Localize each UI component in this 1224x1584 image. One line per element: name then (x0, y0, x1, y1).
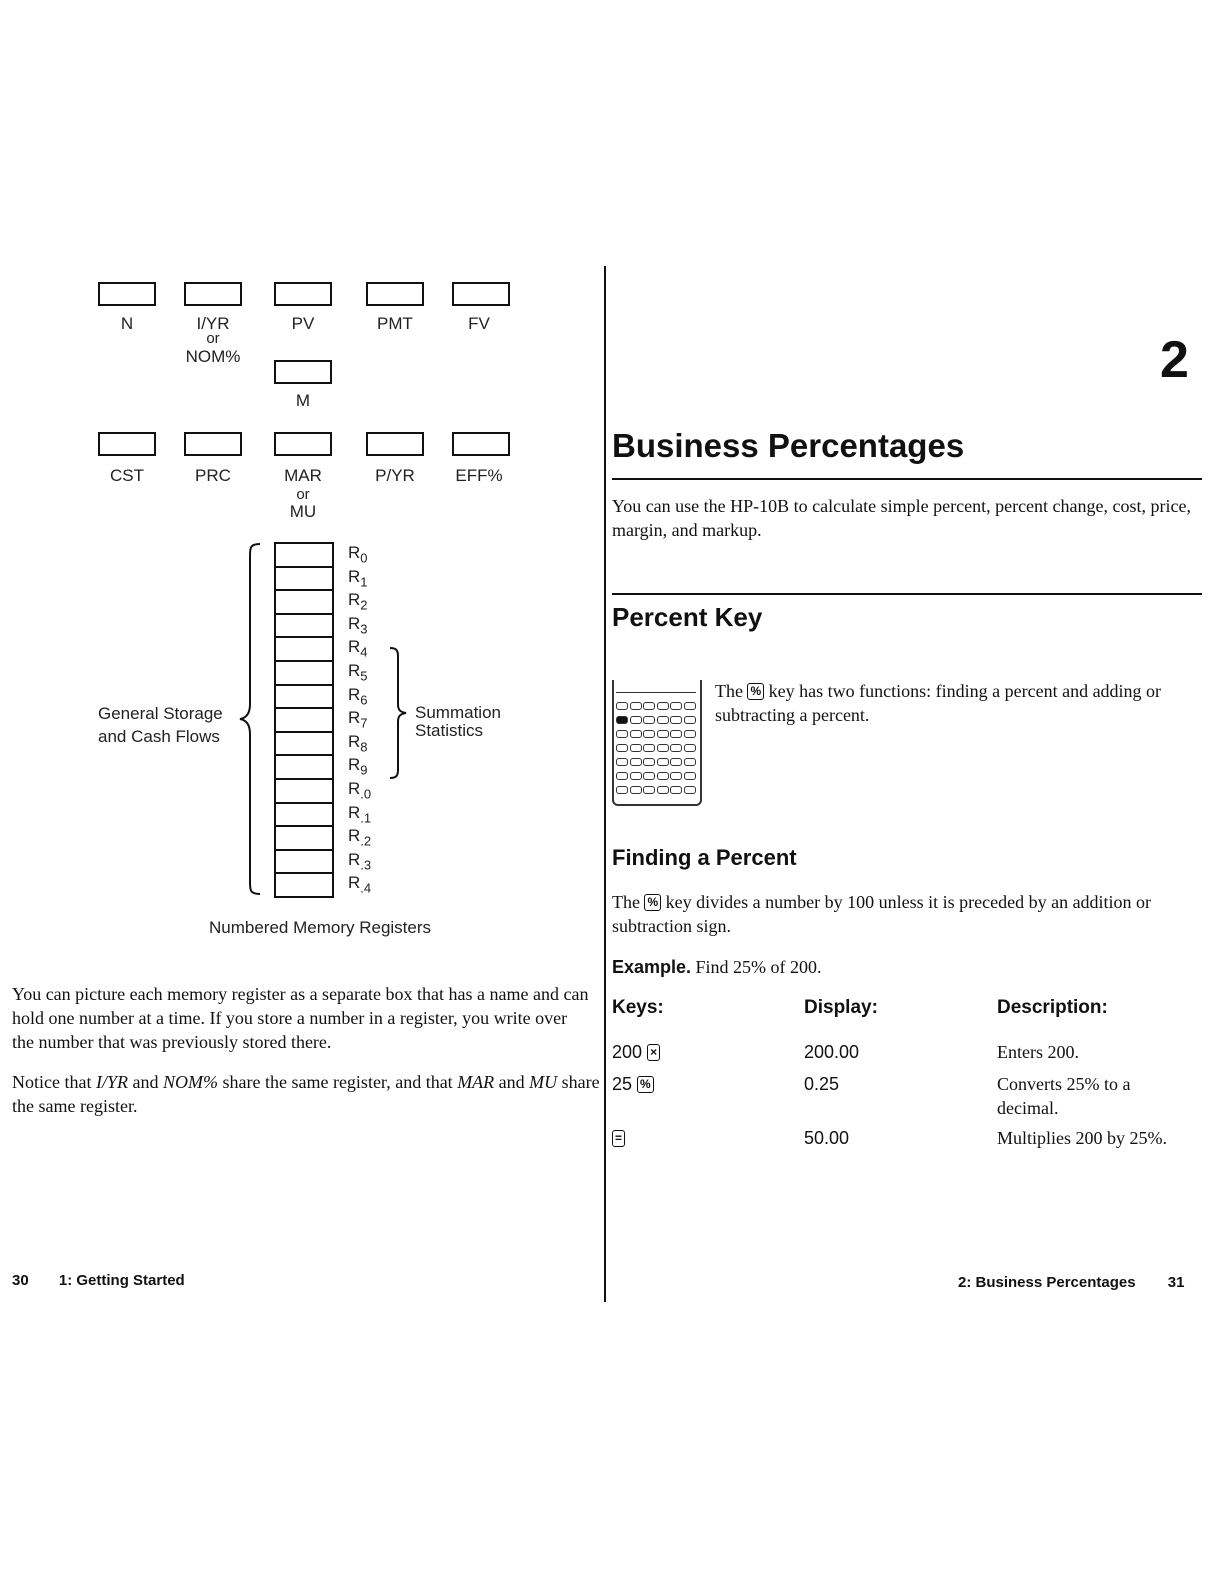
calculator-key (684, 772, 696, 780)
percent-key-paragraph (715, 679, 1199, 727)
right-page-number: 31 (1167, 1274, 1185, 1291)
calculator-keyboard-illustration (612, 680, 704, 808)
calculator-key (670, 786, 682, 794)
subsection-title: Finding a Percent (612, 845, 797, 870)
calculator-key (684, 716, 696, 724)
calculator-key (616, 716, 628, 724)
table-row-1-display: 200.00 (804, 1042, 860, 1062)
para2-text-b: and (128, 1072, 163, 1092)
register-label-base: R (348, 661, 361, 680)
register-box-cst (98, 432, 156, 456)
calculator-key (643, 730, 655, 738)
calculator-key (670, 772, 682, 780)
register-cell (274, 589, 334, 615)
label-pyr: P/YR (375, 466, 415, 485)
para2-text-a: Notice that (12, 1072, 96, 1092)
register-label (348, 590, 368, 612)
label-fv: FV (468, 314, 490, 333)
calculator-key (616, 786, 628, 794)
register-cell (274, 731, 334, 757)
table-row-3-keys (612, 1126, 625, 1150)
multiply-key-icon: × (647, 1044, 660, 1061)
register-label-subscript: .3 (360, 857, 372, 873)
calculator-key (616, 772, 628, 780)
calculator-key (684, 758, 696, 766)
register-label-subscript: 3 (360, 621, 368, 637)
calculator-display-line (616, 692, 696, 693)
chapter-number: 2 (1160, 331, 1189, 389)
register-box-m (274, 360, 332, 384)
header-keys: Keys: (612, 997, 664, 1018)
register-box-pyr (366, 432, 424, 456)
calculator-key (616, 702, 628, 710)
register-label-subscript: .0 (360, 786, 372, 802)
label-eff: EFF% (455, 466, 503, 485)
register-label-subscript: 9 (360, 762, 368, 778)
percent-key-icon: % (747, 683, 764, 700)
register-label (348, 708, 368, 730)
equals-key-icon: = (612, 1130, 625, 1147)
table-row-3-description: Multiplies 200 by 25%. (997, 1128, 1167, 1148)
calculator-key (643, 716, 655, 724)
register-box-pmt (366, 282, 424, 306)
row1-key-number: 200 (612, 1042, 643, 1062)
calculator-key (657, 758, 669, 766)
register-cell (274, 707, 334, 733)
label-iyr-or: or (206, 330, 220, 347)
calculator-key (616, 758, 628, 766)
register-box-iyr (184, 282, 242, 306)
calculator-key (643, 772, 655, 780)
percent-key-icon-2: % (644, 894, 661, 911)
calculator-key (630, 716, 642, 724)
calculator-key (643, 786, 655, 794)
register-label-base: R (348, 708, 361, 728)
register-cell (274, 778, 334, 804)
register-label (348, 873, 371, 895)
percent-key-icon-3: % (637, 1076, 654, 1093)
table-row-2-display: 0.25 (804, 1074, 840, 1094)
summation-label (415, 704, 501, 740)
example-label: Example. (612, 957, 692, 977)
label-n: N (120, 314, 134, 333)
para2-mar: MAR (457, 1072, 495, 1092)
calculator-key (684, 702, 696, 710)
register-label-subscript: 4 (360, 644, 368, 660)
register-label (348, 755, 368, 777)
calculator-key (657, 772, 669, 780)
register-label-base: R (348, 755, 361, 775)
register-label-subscript: .1 (360, 809, 372, 825)
page-divider (604, 266, 606, 1302)
calculator-key (630, 744, 642, 752)
general-storage-brace (238, 542, 264, 896)
register-cell (274, 542, 334, 568)
register-box-mar (274, 432, 332, 456)
calculator-key (657, 716, 669, 724)
calculator-key (616, 744, 628, 752)
register-box-n (98, 282, 156, 306)
label-pv: PV (291, 314, 315, 333)
right-footer (958, 1274, 1184, 1291)
register-label-base: R (348, 613, 361, 633)
table-row-1-keys (612, 1040, 660, 1064)
left-paragraph-1: You can picture each memory register as a separate box that has a name and can hold one number at a time. If you store a number in a register, you write over the number that was previously stored there. (12, 984, 589, 1052)
register-label-base: R (348, 849, 361, 869)
para2-text-e: share the same register. (12, 1072, 600, 1116)
para2-mu: MU (529, 1072, 558, 1092)
calculator-key (657, 702, 669, 710)
register-cell (274, 872, 334, 898)
calculator-key (670, 744, 682, 752)
register-box-eff (452, 432, 510, 456)
para2-text-c: share the same register, and that (218, 1072, 458, 1092)
register-label (348, 685, 368, 707)
calculator-key (670, 758, 682, 766)
figure-caption: Numbered Memory Registers (209, 918, 432, 937)
para2-iyr: I/YR (95, 1072, 128, 1092)
left-footer (12, 1272, 185, 1289)
section-rule (612, 593, 1202, 595)
pk-text-a: The (715, 681, 748, 701)
chapter-intro: You can use the HP-10B to calculate simple percent, percent change, cost, price, margin, and markup. (612, 496, 1191, 540)
left-page-number: 30 (12, 1272, 29, 1289)
register-box-fv (452, 282, 510, 306)
label-iyr: I/YR (196, 314, 230, 333)
register-label-subscript: 6 (360, 691, 368, 707)
chapter-rule (612, 478, 1202, 480)
register-label-subscript: 1 (360, 573, 368, 589)
calculator-key (657, 744, 669, 752)
register-box-prc (184, 432, 242, 456)
label-mu: MU (289, 502, 317, 521)
calculator-key (616, 730, 628, 738)
register-label-base: R (348, 731, 361, 751)
label-pmt: PMT (377, 314, 413, 333)
finding-percent-paragraph (612, 890, 1200, 938)
row2-key-number: 25 (612, 1074, 633, 1094)
register-label (348, 567, 368, 589)
general-storage-label (98, 702, 223, 748)
right-footer-title: 2: Business Percentages (958, 1274, 1136, 1291)
calculator-key (630, 772, 642, 780)
register-label (348, 803, 371, 825)
register-cell (274, 684, 334, 710)
register-cell (274, 754, 334, 780)
register-label-base: R (348, 873, 361, 893)
register-cell (274, 825, 334, 851)
label-mar: MAR (284, 466, 322, 485)
register-label-subscript: 0 (360, 550, 368, 566)
register-label (348, 732, 368, 754)
register-label-base: R (348, 802, 361, 822)
label-cst: CST (110, 466, 144, 485)
label-prc: PRC (195, 466, 231, 485)
summation-line2: Statistics (415, 721, 484, 740)
register-label-base: R (348, 684, 361, 704)
calculator-key (643, 758, 655, 766)
para2-nom: NOM% (163, 1072, 218, 1092)
register-label (348, 661, 368, 683)
summation-line1: Summation (415, 703, 501, 722)
register-cell (274, 849, 334, 875)
register-label-subscript: 2 (360, 597, 368, 613)
example-text: Find 25% of 200. (691, 957, 822, 977)
calculator-key (643, 744, 655, 752)
summation-brace (388, 646, 408, 780)
calculator-key (684, 730, 696, 738)
register-label (348, 614, 368, 636)
calculator-key (684, 744, 696, 752)
calculator-key (684, 786, 696, 794)
register-label-subscript: 7 (360, 715, 368, 731)
register-label (348, 779, 371, 801)
register-label-subscript: .4 (360, 880, 372, 896)
general-storage-line2: and Cash Flows (98, 727, 220, 746)
table-row-3-display: 50.00 (804, 1128, 850, 1148)
register-label-base: R (348, 566, 361, 586)
fp-text-b: key divides a number by 100 unless it is preceded by an addition or subtraction sign. (612, 892, 1152, 936)
register-cell (274, 636, 334, 662)
register-label-base: R (348, 826, 361, 846)
example-line (612, 955, 1200, 979)
register-label-subscript: 5 (360, 668, 368, 684)
header-display: Display: (804, 997, 878, 1018)
calculator-key (657, 786, 669, 794)
register-cell (274, 613, 334, 639)
general-storage-line1: General Storage (98, 704, 223, 723)
calculator-key (643, 702, 655, 710)
calculator-key (670, 716, 682, 724)
label-nom: NOM% (185, 347, 241, 366)
calculator-key (630, 702, 642, 710)
register-label (348, 850, 371, 872)
fp-text-a: The (612, 892, 645, 912)
left-footer-title: 1: Getting Started (58, 1272, 185, 1289)
register-cell (274, 660, 334, 686)
calculator-key (670, 730, 682, 738)
chapter-title: Business Percentages (612, 427, 965, 464)
calculator-key (670, 702, 682, 710)
register-label (348, 637, 368, 659)
calculator-key (630, 786, 642, 794)
header-description: Description: (997, 997, 1108, 1018)
register-label-subscript: .2 (360, 833, 372, 849)
label-m: M (295, 391, 311, 410)
calculator-key (630, 730, 642, 738)
register-cell (274, 802, 334, 828)
section-title: Percent Key (612, 602, 763, 632)
left-paragraph-2 (12, 1070, 600, 1118)
register-box-pv (274, 282, 332, 306)
table-row-2-description: Converts 25% to a decimal. (997, 1074, 1131, 1118)
label-mar-or: or (296, 486, 310, 503)
calculator-key (630, 758, 642, 766)
register-label-base: R (348, 543, 361, 562)
register-label-base: R (348, 637, 361, 657)
register-label-base: R (348, 590, 361, 610)
register-label (348, 826, 371, 848)
register-label (348, 543, 368, 565)
register-cell (274, 566, 334, 592)
para2-text-d: and (494, 1072, 530, 1092)
table-row-2-keys (612, 1072, 654, 1096)
register-label-base: R (348, 779, 361, 798)
table-row-1-description: Enters 200. (997, 1042, 1079, 1062)
calculator-key (657, 730, 669, 738)
pk-text-b: key has two functions: finding a percent and adding or subtracting a percent. (715, 681, 1162, 725)
register-label-subscript: 8 (360, 739, 368, 755)
